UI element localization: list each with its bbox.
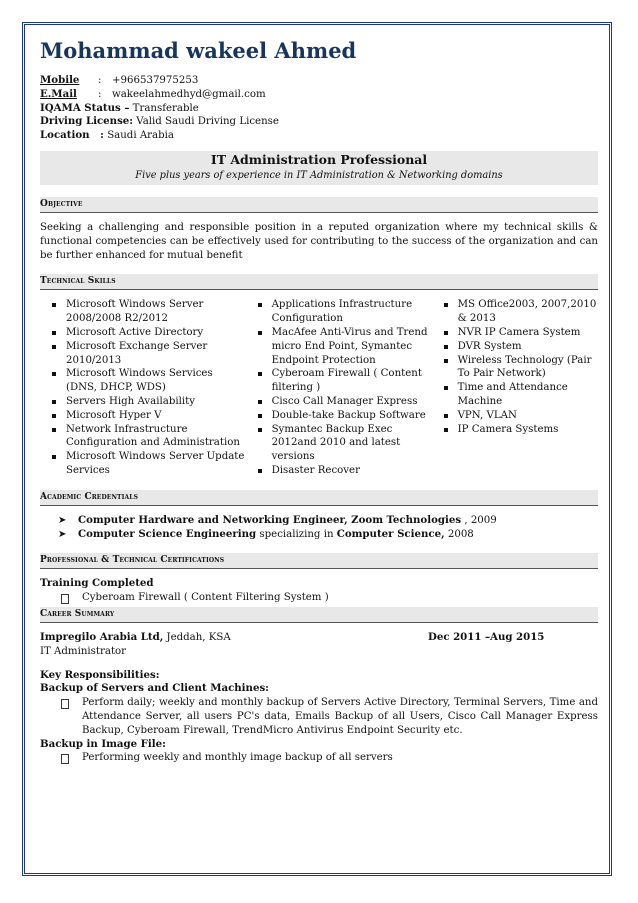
list-item: Disaster Recover — [246, 464, 432, 478]
mobile-label: Mobile — [40, 74, 80, 86]
banner-subtitle: Five plus years of experience in IT Administration & Networking domains — [135, 169, 503, 181]
academic-list — [40, 514, 598, 542]
mobile-row — [40, 74, 598, 88]
driving-row — [40, 115, 598, 129]
degree-2-year: 2008 — [444, 528, 474, 540]
image-backup-item: Performing weekly and monthly image backup of all servers — [82, 752, 393, 764]
training-label: Training Completed — [40, 577, 154, 590]
list-item — [40, 696, 598, 737]
employment-dates: Dec 2011 –Aug 2015 — [428, 630, 545, 643]
list-item: Microsoft Active Directory — [40, 326, 246, 340]
objective-text: Seeking a challenging and responsible position in a reputed organization where my technical skills & functional competencies can be effectively used for contributing to the success of the organization and can be further enhanced for mutual benefit — [40, 221, 598, 261]
list-item: Microsoft Windows Services (DNS, DHCP, WDS) — [40, 367, 246, 395]
skills-column-3 — [432, 298, 598, 477]
job-role: IT Administrator — [40, 645, 127, 657]
driving-label: Driving License: — [40, 115, 134, 128]
list-item: Microsoft Hyper V — [40, 409, 246, 423]
list-item: Network Infrastructure Configuration and Administration — [40, 423, 246, 451]
arrow-bullet-icon: ➤ — [58, 528, 67, 540]
list-item: Cisco Call Manager Express — [246, 395, 432, 409]
list-item: Cyberoam Firewall ( Content filtering ) — [246, 367, 432, 395]
image-backup-title: Backup in Image File: — [40, 737, 166, 750]
list-item: IP Camera Systems — [432, 423, 598, 437]
list-item — [40, 751, 598, 765]
skills-column-2 — [246, 298, 432, 477]
iqama-value: Transferable — [129, 102, 199, 114]
list-item: Servers High Availability — [40, 395, 246, 409]
list-item — [40, 591, 598, 605]
list-item: Microsoft Windows Server Update Services — [40, 450, 246, 478]
career-heading: Career Summary — [40, 607, 598, 623]
degree-2-field: Computer Science, — [336, 527, 445, 540]
degree-1-year: , 2009 — [461, 514, 497, 526]
list-item: Symantec Backup Exec 2012and 2010 and latest versions — [246, 423, 432, 464]
email-label: E.Mail — [40, 87, 77, 100]
list-item: Microsoft Exchange Server 2010/2013 — [40, 340, 246, 368]
training-item: Cyberoam Firewall ( Content Filtering System ) — [82, 592, 329, 604]
company-name: Impregilo Arabia Ltd, — [40, 630, 164, 643]
list-item: DVR System — [432, 340, 598, 354]
arrow-bullet-icon: ➤ — [58, 514, 67, 526]
list-item: MacAfee Anti-Virus and Trend micro End Point, Symantec Endpoint Protection — [246, 326, 432, 367]
list-item: MS Office2003, 2007,2010 & 2013 — [432, 298, 598, 326]
location-value: Saudi Arabia — [103, 130, 174, 142]
candidate-name: Mohammad wakeel Ahmed — [40, 38, 357, 63]
list-item: Applications Infrastructure Configuration — [246, 298, 432, 326]
box-bullet-icon — [61, 699, 69, 709]
degree-2-mid: specializing in — [256, 528, 337, 540]
email-row — [40, 88, 598, 102]
banner-title: IT Administration Professional — [210, 151, 428, 167]
iqama-label: IQAMA Status – — [40, 101, 130, 114]
mobile-colon: : — [98, 75, 102, 86]
location-row — [40, 129, 598, 143]
list-item — [40, 514, 598, 528]
degree-2: Computer Science Engineering — [78, 527, 257, 540]
email-value[interactable]: wakeelahmedhyd@gmail.com — [112, 88, 266, 100]
backup-title: Backup of Servers and Client Machines: — [40, 682, 269, 695]
skills-column-1 — [40, 298, 246, 477]
list-item: Double-take Backup Software — [246, 409, 432, 423]
list-item: Microsoft Windows Server 2008/2008 R2/2012 — [40, 298, 246, 326]
certifications-heading: Professional & Technical Certifications — [40, 553, 598, 569]
resume-content — [40, 38, 598, 765]
list-item: Time and Attendance Machine — [432, 381, 598, 409]
list-item: NVR IP Camera System — [432, 326, 598, 340]
list-item — [40, 528, 598, 542]
driving-value: Valid Saudi Driving License — [133, 116, 279, 128]
career-company-row — [40, 631, 598, 645]
objective-heading: Objective — [40, 197, 598, 213]
key-responsibilities: Key Responsibilities: — [40, 668, 160, 681]
academic-heading: Academic Credentials — [40, 490, 598, 506]
box-bullet-icon — [61, 594, 69, 604]
email-colon: : — [98, 88, 102, 100]
iqama-row — [40, 102, 598, 116]
title-banner — [40, 151, 598, 185]
degree-1: Computer Hardware and Networking Engineer, Zoom Technologies — [78, 513, 462, 526]
skills-heading: Technical Skills — [40, 274, 598, 290]
box-bullet-icon — [61, 754, 69, 764]
list-item: Wireless Technology (Pair To Pair Network) — [432, 354, 598, 382]
list-item: VPN, VLAN — [432, 409, 598, 423]
backup-item: Perform daily; weekly and monthly backup of Servers Active Directory, Terminal Servers, Time and Attendance Server, all users PC's data, Emails Backup of all Users, Cisco Call Manager Express Backup, Cyberoam Firewall, TrendMicro Antivirus Endpoint Security etc. — [82, 697, 598, 736]
mobile-value: +966537975253 — [112, 75, 199, 86]
location-label: Location : — [40, 129, 104, 142]
company-location: Jeddah, KSA — [163, 631, 231, 643]
company-block — [40, 631, 231, 645]
skills-columns — [40, 298, 598, 477]
